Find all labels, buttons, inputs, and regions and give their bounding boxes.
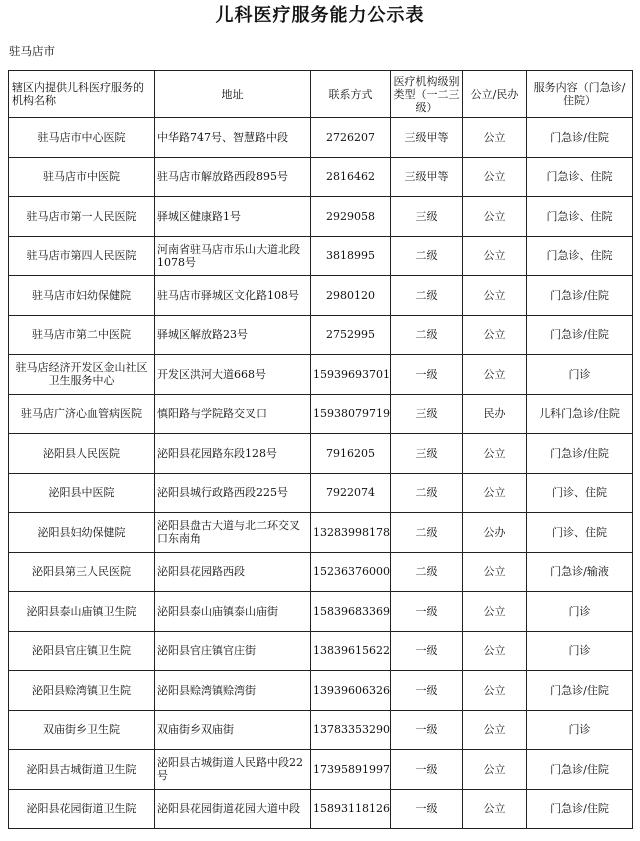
cell-level: 三级甲等 (391, 157, 463, 197)
cell-level: 一级 (391, 789, 463, 829)
table-row (9, 315, 633, 355)
header-address: 地址 (155, 71, 311, 118)
cell-level: 二级 (391, 315, 463, 355)
cell-address: 中华路747号、智慧路中段 (155, 118, 311, 158)
cell-service: 门急诊/住院 (527, 276, 633, 316)
cell-name: 泌阳县中医院 (9, 473, 155, 513)
cell-type: 公立 (463, 315, 527, 355)
table-row (9, 671, 633, 711)
header-level: 医疗机构级别类型（一二三级） (391, 71, 463, 118)
cell-level: 二级 (391, 276, 463, 316)
cell-service: 门急诊/住院 (527, 434, 633, 474)
cell-name: 驻马店市第四人民医院 (9, 236, 155, 276)
cell-name: 泌阳县第三人民医院 (9, 552, 155, 592)
table-row (9, 118, 633, 158)
cell-level: 二级 (391, 513, 463, 553)
table-row (9, 394, 633, 434)
table-row (9, 592, 633, 632)
cell-address: 开发区洪河大道668号 (155, 355, 311, 395)
cell-name: 驻马店广济心血管病医院 (9, 394, 155, 434)
cell-address: 泌阳县花园路西段 (155, 552, 311, 592)
header-name: 辖区内提供儿科医疗服务的机构名称 (9, 71, 155, 118)
cell-service: 门急诊/住院 (527, 315, 633, 355)
cell-name: 泌阳县官庄镇卫生院 (9, 631, 155, 671)
header-phone: 联系方式 (311, 71, 391, 118)
cell-service: 门急诊/住院 (527, 118, 633, 158)
cell-level: 一级 (391, 750, 463, 790)
cell-level: 一级 (391, 710, 463, 750)
page-title: 儿科医疗服务能力公示表 (215, 5, 425, 26)
cell-type: 公立 (463, 118, 527, 158)
cell-level: 二级 (391, 552, 463, 592)
table-row (9, 789, 633, 829)
cell-level: 一级 (391, 631, 463, 671)
cell-address: 泌阳县花园街道花园大道中段 (155, 789, 311, 829)
cell-name: 驻马店市第一人民医院 (9, 197, 155, 237)
cell-type: 公立 (463, 789, 527, 829)
cell-level: 一级 (391, 355, 463, 395)
cell-name: 泌阳县古城街道卫生院 (9, 750, 155, 790)
table-row (9, 236, 633, 276)
table-row (9, 473, 633, 513)
cell-address: 泌阳县泰山庙镇泰山庙街 (155, 592, 311, 632)
cell-type: 民办 (463, 394, 527, 434)
cell-phone: 2929058 (311, 197, 391, 237)
table-row (9, 197, 633, 237)
cell-type: 公立 (463, 197, 527, 237)
cell-level: 二级 (391, 473, 463, 513)
header-type: 公立/民办 (463, 71, 527, 118)
cell-level: 三级 (391, 197, 463, 237)
cell-address: 泌阳县盘古大道与北二环交叉口东南角 (155, 513, 311, 553)
cell-type: 公立 (463, 355, 527, 395)
cell-level: 一级 (391, 592, 463, 632)
table-header-row (9, 71, 633, 118)
cell-phone: 13839615622 (311, 631, 391, 671)
cell-address: 泌阳县官庄镇官庄街 (155, 631, 311, 671)
cell-phone: 15938079719 (311, 394, 391, 434)
cell-service: 门急诊、住院 (527, 157, 633, 197)
table-row (9, 434, 633, 474)
header-service: 服务内容（门急诊/住院） (527, 71, 633, 118)
cell-phone: 15893118126 (311, 789, 391, 829)
cell-type: 公立 (463, 552, 527, 592)
cell-service: 门急诊/输液 (527, 552, 633, 592)
cell-name: 驻马店市中医院 (9, 157, 155, 197)
cell-address: 泌阳县花园路东段128号 (155, 434, 311, 474)
pediatric-services-table (8, 70, 633, 829)
cell-phone: 7922074 (311, 473, 391, 513)
cell-service: 门诊 (527, 355, 633, 395)
cell-level: 三级甲等 (391, 118, 463, 158)
cell-phone: 2726207 (311, 118, 391, 158)
cell-service: 门诊、住院 (527, 513, 633, 553)
cell-type: 公立 (463, 631, 527, 671)
cell-address: 驻马店市解放路西段895号 (155, 157, 311, 197)
cell-address: 泌阳县古城街道人民路中段22号 (155, 750, 311, 790)
cell-type: 公立 (463, 434, 527, 474)
cell-service: 门诊 (527, 631, 633, 671)
cell-service: 门急诊、住院 (527, 197, 633, 237)
cell-name: 驻马店经济开发区金山社区卫生服务中心 (9, 355, 155, 395)
cell-service: 门急诊/住院 (527, 789, 633, 829)
cell-service: 门诊、住院 (527, 473, 633, 513)
cell-service: 门急诊/住院 (527, 671, 633, 711)
table-row (9, 157, 633, 197)
cell-phone: 13939606326 (311, 671, 391, 711)
city-label: 驻马店市 (9, 44, 55, 58)
cell-name: 双庙街乡卫生院 (9, 710, 155, 750)
cell-name: 泌阳县人民医院 (9, 434, 155, 474)
cell-name: 泌阳县赊湾镇卫生院 (9, 671, 155, 711)
cell-level: 三级 (391, 394, 463, 434)
table-row (9, 513, 633, 553)
cell-address: 河南省驻马店市乐山大道北段1078号 (155, 236, 311, 276)
cell-name: 驻马店市第二中医院 (9, 315, 155, 355)
cell-level: 二级 (391, 236, 463, 276)
cell-service: 门诊 (527, 710, 633, 750)
cell-name: 泌阳县泰山庙镇卫生院 (9, 592, 155, 632)
cell-service: 门急诊/住院 (527, 750, 633, 790)
cell-name: 驻马店市妇幼保健院 (9, 276, 155, 316)
cell-level: 一级 (391, 671, 463, 711)
cell-phone: 13783353290 (311, 710, 391, 750)
cell-type: 公立 (463, 671, 527, 711)
cell-phone: 17395891997 (311, 750, 391, 790)
cell-phone: 2816462 (311, 157, 391, 197)
cell-type: 公立 (463, 473, 527, 513)
cell-address: 驻马店市驿城区文化路108号 (155, 276, 311, 316)
table-row (9, 631, 633, 671)
cell-type: 公立 (463, 236, 527, 276)
cell-type: 公立 (463, 710, 527, 750)
cell-type: 公办 (463, 513, 527, 553)
table-row (9, 355, 633, 395)
cell-phone: 13283998178 (311, 513, 391, 553)
cell-address: 双庙街乡双庙街 (155, 710, 311, 750)
cell-level: 三级 (391, 434, 463, 474)
table-row (9, 276, 633, 316)
cell-phone: 2980120 (311, 276, 391, 316)
cell-service: 儿科门急诊/住院 (527, 394, 633, 434)
cell-address: 驿城区解放路23号 (155, 315, 311, 355)
table-row (9, 710, 633, 750)
cell-phone: 15839683369 (311, 592, 391, 632)
cell-phone: 3818995 (311, 236, 391, 276)
cell-type: 公立 (463, 157, 527, 197)
cell-address: 慎阳路与学院路交叉口 (155, 394, 311, 434)
cell-type: 公立 (463, 276, 527, 316)
table-row (9, 552, 633, 592)
cell-address: 泌阳县赊湾镇赊湾街 (155, 671, 311, 711)
cell-address: 驿城区健康路1号 (155, 197, 311, 237)
cell-name: 泌阳县花园街道卫生院 (9, 789, 155, 829)
cell-phone: 15236376000 (311, 552, 391, 592)
cell-phone: 2752995 (311, 315, 391, 355)
cell-name: 驻马店市中心医院 (9, 118, 155, 158)
cell-phone: 15939693701 (311, 355, 391, 395)
cell-name: 泌阳县妇幼保健院 (9, 513, 155, 553)
cell-service: 门急诊、住院 (527, 236, 633, 276)
cell-type: 公立 (463, 592, 527, 632)
table-row (9, 750, 633, 790)
cell-phone: 7916205 (311, 434, 391, 474)
cell-service: 门诊 (527, 592, 633, 632)
cell-address: 泌阳县城行政路西段225号 (155, 473, 311, 513)
cell-type: 公立 (463, 750, 527, 790)
